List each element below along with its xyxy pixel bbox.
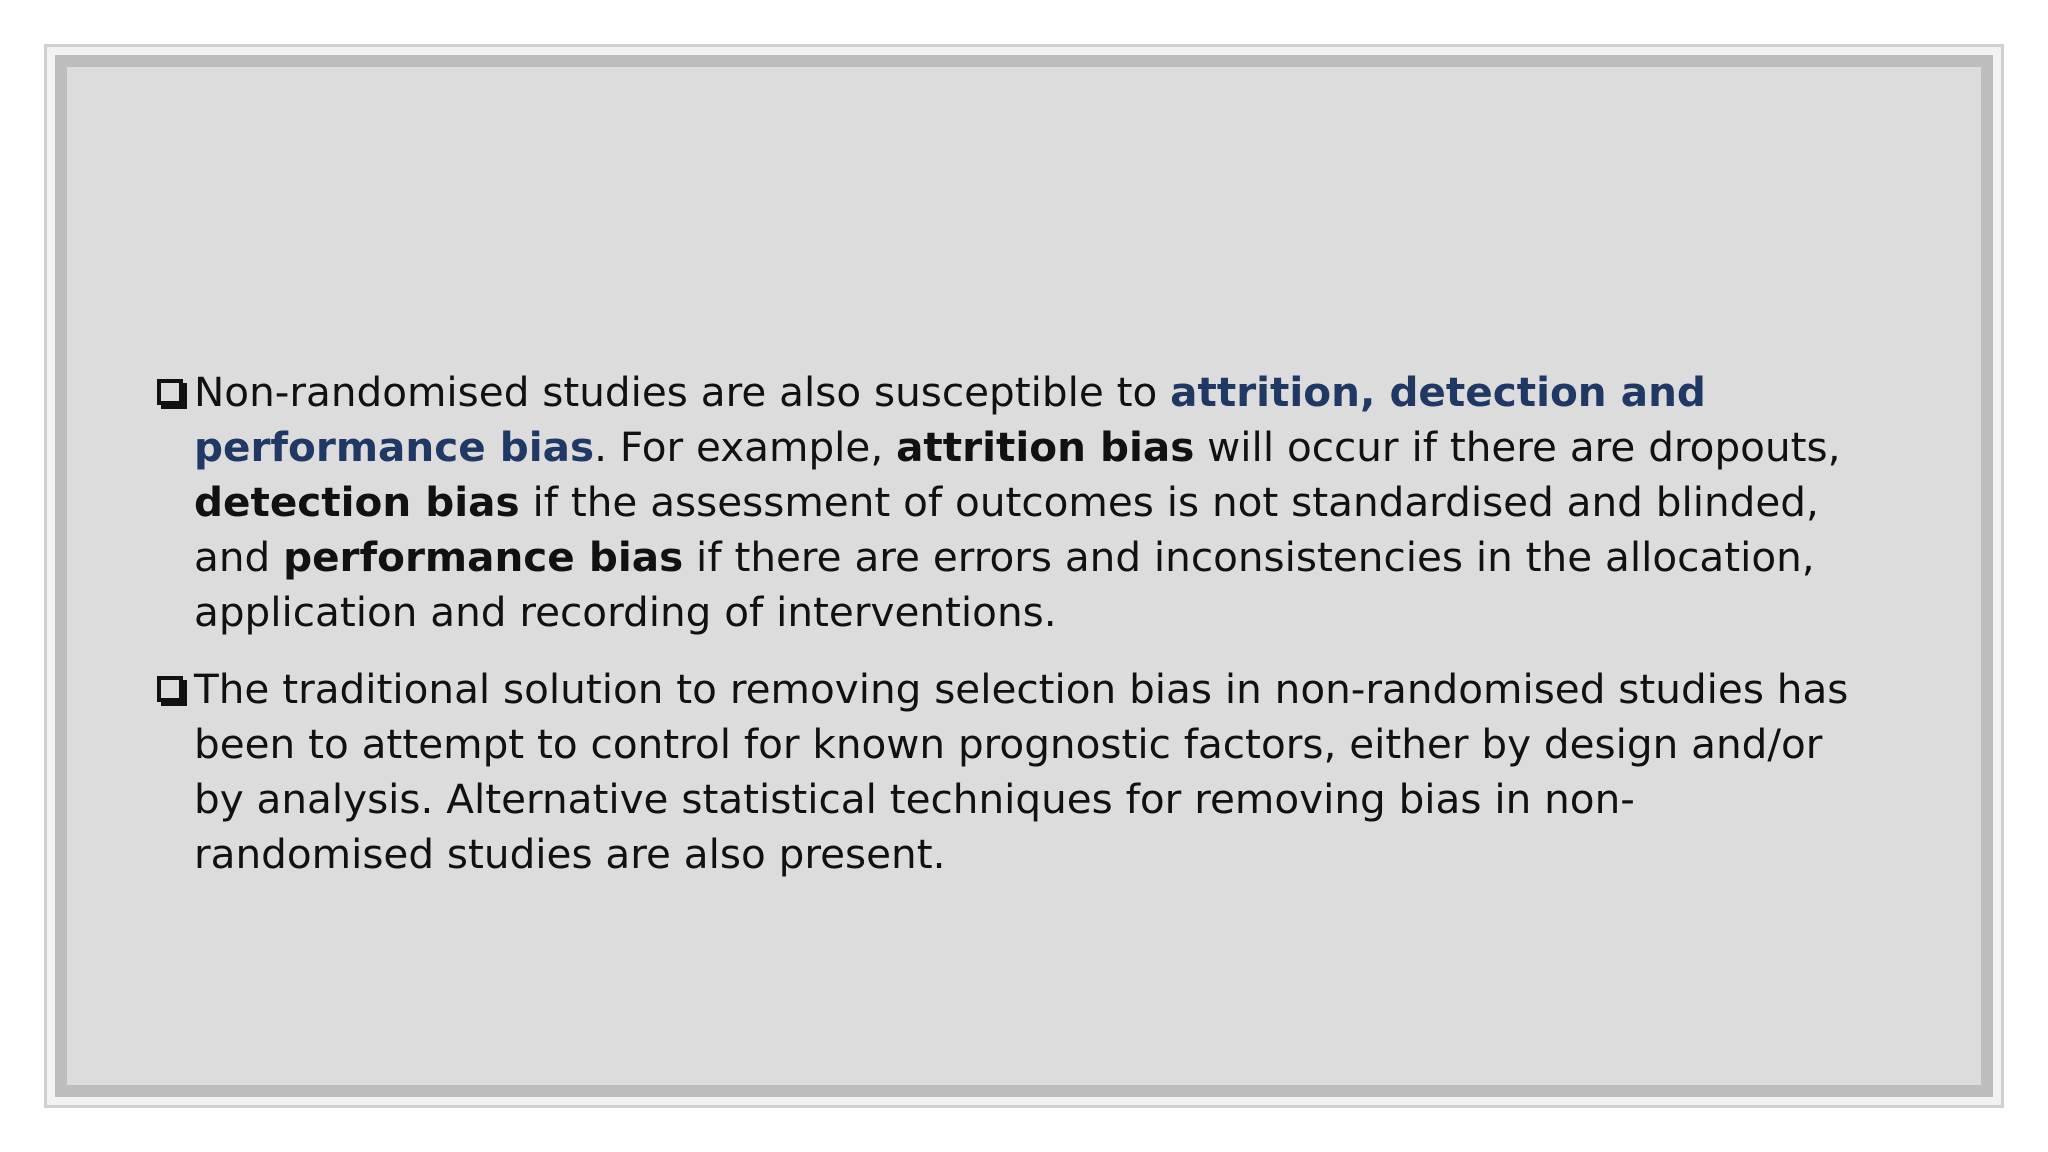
text-line: and performance bias if there are errors and inconsistencies in the allocation, — [194, 533, 1815, 581]
text-line: by analysis. Alternative statistical techniques for removing bias in non- — [194, 775, 1635, 823]
slide-content — [157, 365, 1957, 904]
text-line: application and recording of interventions. — [194, 588, 1057, 636]
text-line: been to attempt to control for known prognostic factors, either by design and/or — [194, 720, 1823, 768]
hollow-square-bullet-icon — [157, 379, 183, 405]
bold-term: detection bias — [194, 478, 520, 526]
bullet-item — [157, 365, 1957, 640]
highlighted-term: attrition, detection and — [1170, 368, 1706, 416]
text-line: The traditional solution to removing selection bias in non-randomised studies has — [194, 665, 1849, 713]
bold-term: performance bias — [283, 533, 684, 581]
text-line: randomised studies are also present. — [194, 830, 946, 878]
slide — [44, 44, 2004, 1108]
bold-term: attrition bias — [896, 423, 1195, 471]
text-line: Non-randomised studies are also susceptible to attrition, detection and — [194, 368, 1706, 416]
hollow-square-bullet-icon — [157, 676, 183, 702]
text-line: performance bias. For example, attrition bias will occur if there are dropouts, — [194, 423, 1841, 471]
text-line: detection bias if the assessment of outcomes is not standardised and blinded, — [194, 478, 1819, 526]
bullet-item — [157, 662, 1957, 882]
highlighted-term: performance bias — [194, 423, 595, 471]
